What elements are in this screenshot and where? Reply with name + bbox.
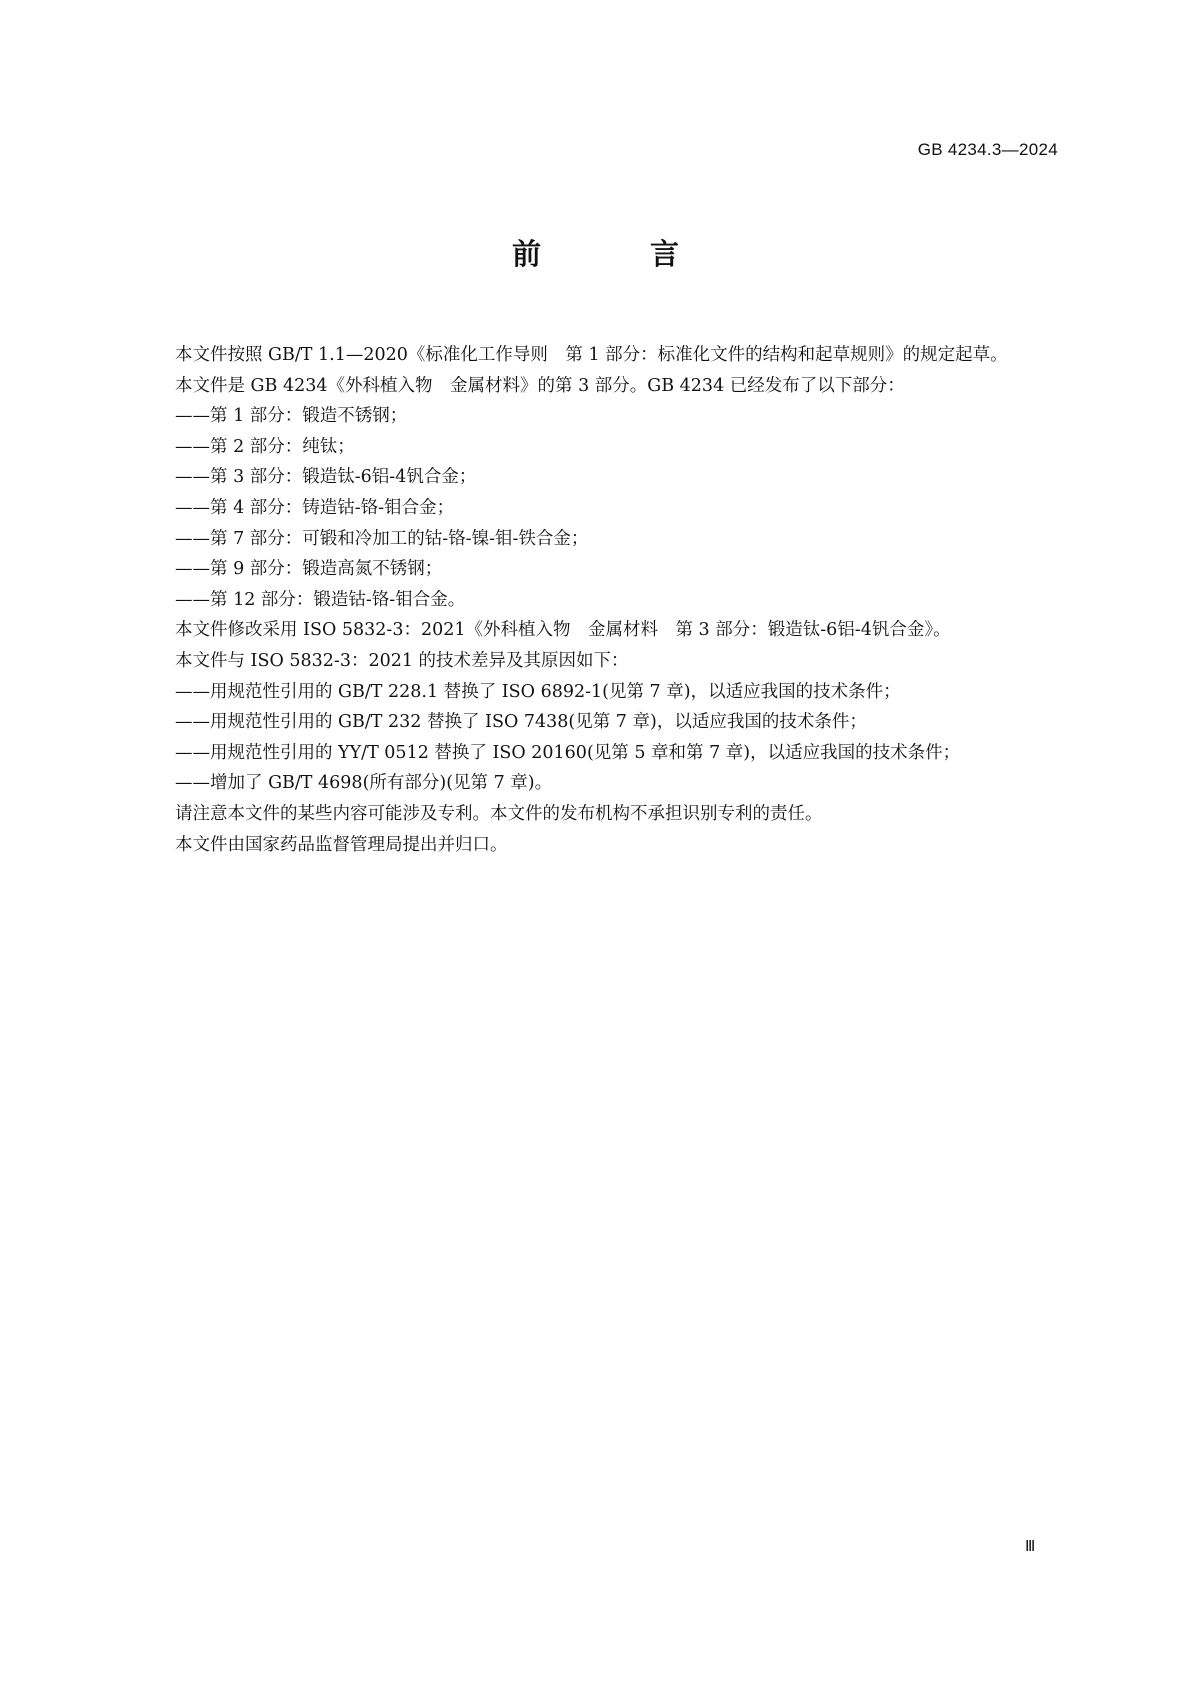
list-item-part: ——第 7 部分：可锻和冷加工的钴-铬-镍-钼-铁合金；: [175, 528, 589, 549]
foreword-body: [140, 340, 1060, 860]
page-title: 前 言: [511, 237, 719, 271]
list-item-part: ——第 9 部分：锻造高氮不锈钢；: [175, 559, 443, 580]
paragraph-patent-notice: 请注意本文件的某些内容可能涉及专利。本文件的发布机构不承担识别专利的责任。: [175, 803, 823, 824]
paragraph-drafting-rules: 本文件按照 GB/T 1.1—2020《标准化工作导则 第 1 部分：标准化文件的结构和起草规则》的规定起草。: [175, 345, 1008, 365]
paragraph-adoption: 本文件修改采用 ISO 5832-3：2021《外科植入物 金属材料 第 3 部分：锻造钛-6铝-4钒合金》。: [175, 620, 951, 641]
page-number: Ⅲ: [1025, 1539, 1036, 1555]
list-item-difference: ——用规范性引用的 GB/T 232 替换了 ISO 7438(见第 7 章)，以适应我国的技术条件；: [175, 712, 867, 733]
list-item-part: ——第 12 部分：锻造钴-铬-钼合金。: [175, 589, 466, 610]
list-item-part: ——第 1 部分：锻造不锈钢；: [175, 406, 408, 427]
list-item-difference: ——用规范性引用的 GB/T 228.1 替换了 ISO 6892-1(见第 7 章)，以适应我国的技术条件；: [175, 681, 901, 702]
standard-number: GB 4234.3—2024: [917, 140, 1058, 159]
paragraph-series-intro: 本文件是 GB 4234《外科植入物 金属材料》的第 3 部分。GB 4234 已经发布了以下部分：: [175, 375, 905, 396]
paragraph-differences-intro: 本文件与 ISO 5832-3：2021 的技术差异及其原因如下：: [175, 650, 629, 671]
list-item-part: ——第 4 部分：铸造钴-铬-钼合金；: [175, 497, 455, 518]
list-item-part: ——第 3 部分：锻造钛-6铝-4钒合金；: [175, 467, 477, 488]
list-item-difference: ——增加了 GB/T 4698(所有部分)(见第 7 章)。: [175, 773, 553, 794]
list-item-difference: ——用规范性引用的 YY/T 0512 替换了 ISO 20160(见第 5 章和第 7 章)，以适应我国的技术条件；: [175, 742, 961, 763]
list-item-part: ——第 2 部分：纯钛；: [175, 436, 355, 457]
paragraph-proposer: 本文件由国家药品监督管理局提出并归口。: [175, 834, 508, 855]
